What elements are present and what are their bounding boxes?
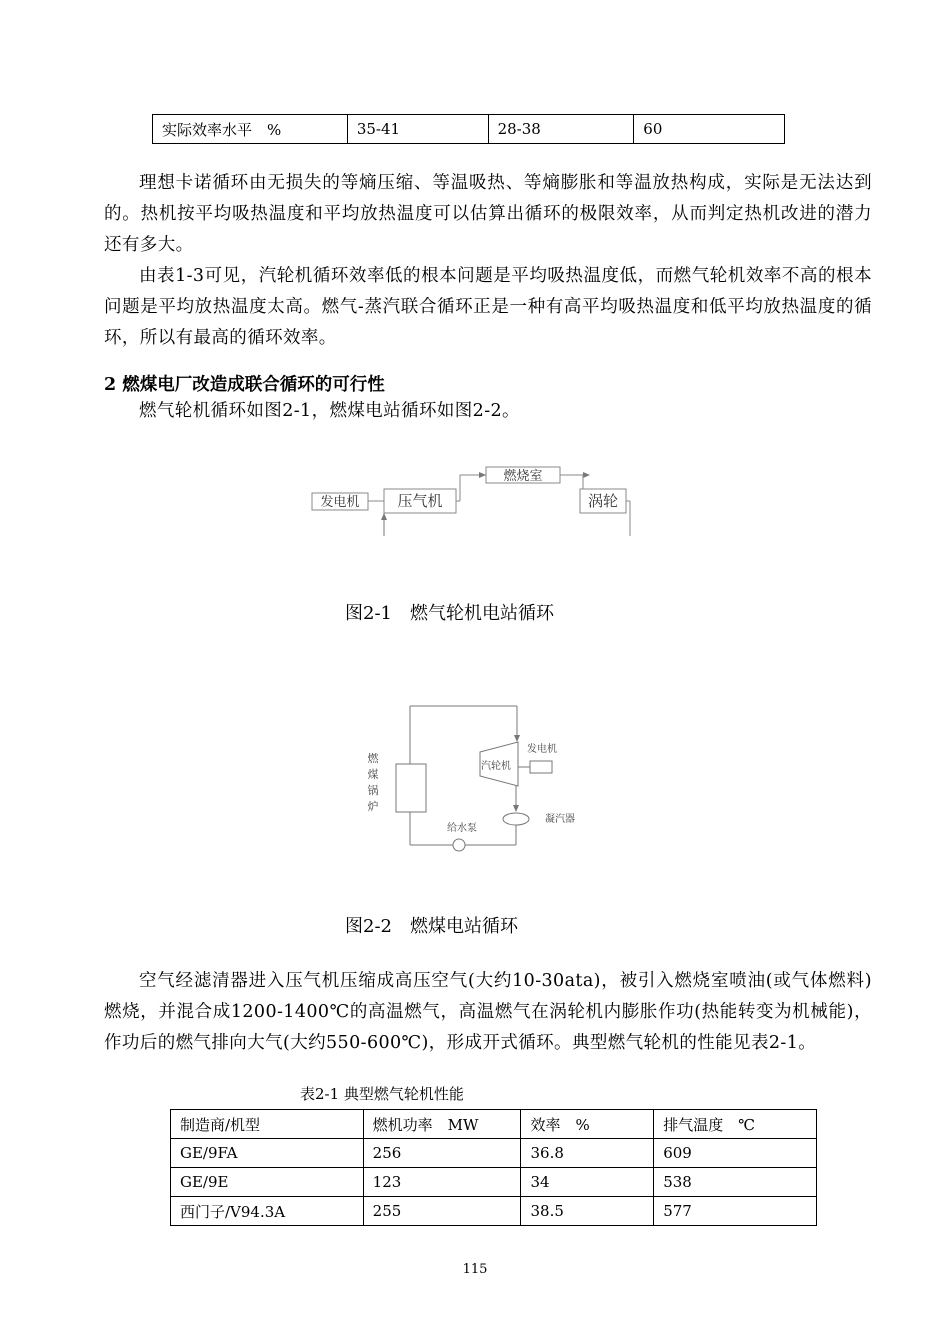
boiler-label-char: 煤 — [367, 768, 379, 781]
efficiency-table — [152, 114, 785, 144]
generator-box — [530, 761, 552, 773]
compressor-label: 压气机 — [397, 492, 443, 510]
table-header-cell: 排气温度 ℃ — [654, 1110, 817, 1139]
table-cell: 123 — [363, 1168, 521, 1197]
paragraph: 理想卡诺循环由无损失的等熵压缩、等温吸热、等熵膨胀和等温放热构成，实际是无法达到的。热机按平均吸热温度和平均放热温度可以估算出循环的极限效率，从而判定热机改进的潜力还有多大。 — [104, 173, 872, 255]
paragraph: 燃气轮机循环如图2-1，燃煤电站循环如图2-2。 — [139, 401, 520, 421]
table-cell: GE/9FA — [171, 1139, 364, 1168]
generator-label: 发电机 — [320, 495, 360, 510]
table-cell: 538 — [654, 1168, 817, 1197]
arrow-icon — [381, 513, 387, 520]
paragraph: 空气经滤清器进入压气机压缩成高压空气(大约10-30ata)，被引入燃烧室喷油(或气体燃料)燃烧，并混合成1200-1400℃的高温燃气，高温燃气在涡轮机内膨胀作功(热能转变为机械能)，作功后的燃气排向大气(大约550-600℃)，形成开式循环。典型燃气轮机的性能见表2-1。 — [104, 971, 872, 1053]
boiler-label-char: 炉 — [367, 800, 379, 813]
table-header-cell: 燃机功率 MW — [363, 1110, 521, 1139]
condenser-label: 凝汽器 — [545, 814, 575, 825]
body-paragraph — [104, 966, 872, 1059]
table-cell: 34 — [521, 1168, 654, 1197]
table-cell: 38.5 — [521, 1197, 654, 1226]
feed-pump-shape — [453, 839, 465, 851]
table-cell: 西门子/V94.3A — [171, 1197, 364, 1226]
table-row — [171, 1139, 817, 1168]
generator-label: 发电机 — [527, 744, 557, 755]
table-cell: 35-41 — [347, 115, 488, 144]
paragraph: 由表1-3可见，汽轮机循环效率低的根本问题是平均吸热温度低，而燃气轮机效率不高的根本问题是平均放热温度太高。燃气-蒸汽联合循环正是一种有高平均吸热温度和低平均放热温度的循环，所以有最高的循环效率。 — [104, 266, 872, 348]
arrow-icon — [583, 472, 590, 478]
table-row — [171, 1197, 817, 1226]
table-caption: 表2-1 典型燃气轮机性能 — [300, 1085, 464, 1103]
figure-intro — [104, 396, 872, 427]
figure-caption: 图2-1 燃气轮机电站循环 — [345, 603, 554, 624]
table-cell: 60 — [634, 115, 785, 144]
table-cell: 577 — [654, 1197, 817, 1226]
feed-pump-label: 给水泵 — [447, 823, 477, 834]
boiler-box — [396, 764, 426, 812]
gas-turbine-cycle-diagram — [300, 460, 640, 540]
figure-caption: 图2-2 燃煤电站循环 — [345, 916, 518, 937]
arrow-icon — [479, 472, 486, 478]
table-header-row — [171, 1110, 817, 1139]
table-cell: 28-38 — [488, 115, 634, 144]
table-header-cell: 效率 % — [521, 1110, 654, 1139]
table-row — [153, 115, 785, 144]
table-cell: 255 — [363, 1197, 521, 1226]
table-cell: 609 — [654, 1139, 817, 1168]
arrow-icon — [513, 805, 519, 812]
table-header-cell: 制造商/机型 — [171, 1110, 364, 1139]
intro-paragraphs — [104, 168, 872, 354]
boiler-label-char: 燃 — [367, 752, 379, 765]
coal-plant-cycle-diagram — [355, 700, 585, 860]
table-cell: 实际效率水平 % — [153, 115, 348, 144]
boiler-label-char: 锅 — [367, 784, 379, 797]
table-cell: GE/9E — [171, 1168, 364, 1197]
condenser-shape — [503, 813, 529, 825]
table-row — [171, 1168, 817, 1197]
gas-turbine-performance-table — [170, 1109, 817, 1226]
combustor-label: 燃烧室 — [503, 469, 543, 484]
steam-turbine-label: 汽轮机 — [481, 761, 511, 772]
table-cell: 36.8 — [521, 1139, 654, 1168]
arrow-icon — [514, 735, 520, 742]
page-number: 115 — [462, 1262, 488, 1277]
turbine-label: 涡轮 — [587, 492, 619, 510]
table-cell: 256 — [363, 1139, 521, 1168]
section-heading: 2 燃煤电厂改造成联合循环的可行性 — [104, 375, 385, 395]
